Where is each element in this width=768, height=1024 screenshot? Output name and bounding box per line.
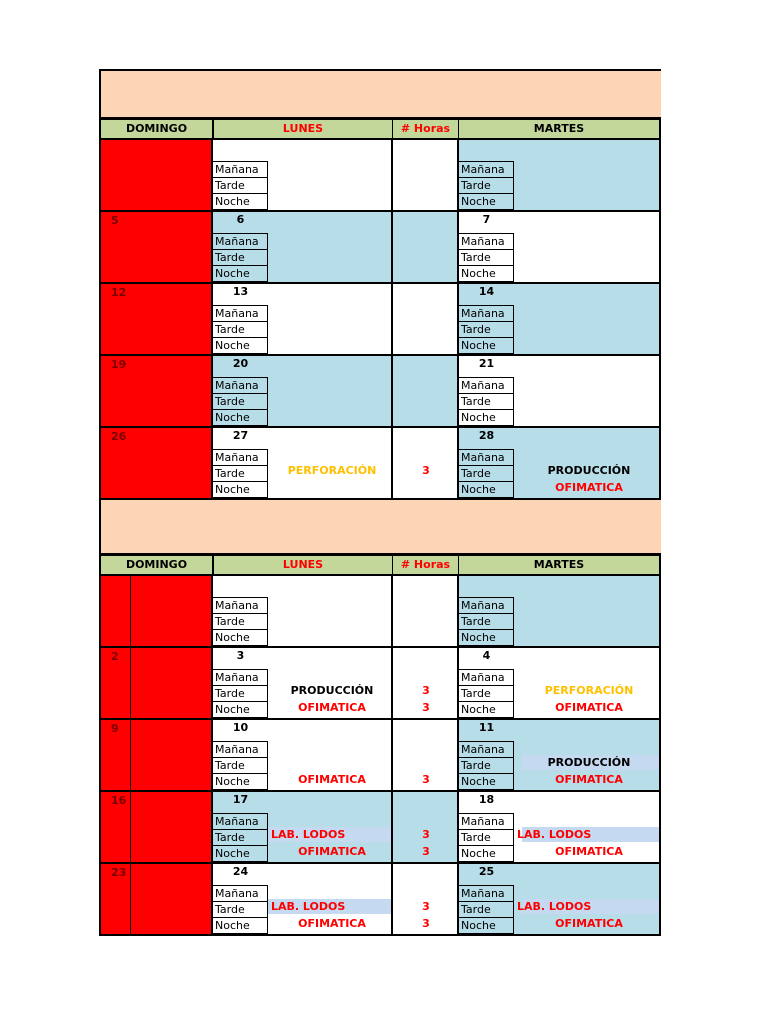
- hours-manana: 3: [422, 828, 430, 841]
- slot-label: Mañana: [459, 885, 514, 902]
- sunday-date: 19: [111, 358, 127, 371]
- monday-subject: OFIMATICA: [298, 917, 366, 930]
- sunday-cell: [99, 356, 213, 426]
- tuesday-date: 28: [478, 429, 495, 442]
- hours-manana: 3: [422, 684, 430, 697]
- tuesday-cell: [459, 648, 661, 718]
- tuesday-cell: [459, 720, 661, 790]
- slot-label: Mañana: [459, 161, 514, 178]
- header-domingo: DOMINGO: [99, 119, 213, 138]
- slot-label: Noche: [459, 193, 514, 210]
- tuesday-slots: [459, 598, 514, 646]
- tuesday-subject: OFIMATICA: [555, 481, 623, 494]
- monday-cell: [213, 356, 393, 426]
- monday-slots: [213, 814, 268, 862]
- slot-label: Noche: [213, 337, 268, 354]
- slot-label: Tarde: [213, 249, 268, 266]
- sunday-date: 23: [111, 866, 127, 879]
- slot-label: Tarde: [459, 829, 514, 846]
- hours-cell: [393, 648, 459, 718]
- monday-cell: [213, 864, 393, 934]
- hours-cell: [393, 212, 459, 282]
- slot-label: Mañana: [213, 885, 268, 902]
- month-banner-2: [99, 500, 661, 555]
- tuesday-subject: PRODUCCIÓN: [547, 756, 631, 769]
- slot-label: Mañana: [213, 377, 268, 394]
- hours-tarde: 3: [422, 701, 430, 714]
- monday-subject: OFIMATICA: [298, 773, 366, 786]
- slot-label: Mañana: [459, 449, 514, 466]
- sunday-date: 2: [111, 650, 119, 663]
- sunday-divider: [130, 792, 131, 862]
- tuesday-date: 7: [482, 213, 491, 226]
- sunday-cell: [99, 576, 213, 646]
- sunday-date: 9: [111, 722, 119, 735]
- slot-label: Tarde: [459, 321, 514, 338]
- week-row: [99, 720, 661, 792]
- monday-subject: OFIMATICA: [298, 701, 366, 714]
- sunday-date: 12: [111, 286, 127, 299]
- monday-subject: LAB. LODOS: [271, 900, 346, 913]
- sunday-divider: [130, 864, 131, 934]
- tuesday-slots: [459, 450, 514, 498]
- schedule-sheet: [99, 69, 661, 936]
- sunday-cell: [99, 212, 213, 282]
- hours-manana: 3: [422, 464, 430, 477]
- monday-subject: PERFORACIÓN: [287, 464, 377, 477]
- sunday-cell: [99, 720, 213, 790]
- week-row: [99, 792, 661, 864]
- slot-label: Tarde: [213, 901, 268, 918]
- hours-tarde: 3: [422, 845, 430, 858]
- sunday-cell: [99, 140, 213, 210]
- tuesday-date: 25: [478, 865, 495, 878]
- tuesday-slots: [459, 670, 514, 718]
- slot-label: Tarde: [213, 613, 268, 630]
- monday-cell: [213, 212, 393, 282]
- header-lunes: LUNES: [213, 119, 393, 138]
- slot-label: Noche: [213, 629, 268, 646]
- monday-date: 27: [232, 429, 249, 442]
- week-row: [99, 140, 661, 212]
- monday-slots: [213, 598, 268, 646]
- monday-cell: [213, 576, 393, 646]
- slot-label: Mañana: [213, 597, 268, 614]
- slot-label: Mañana: [459, 741, 514, 758]
- slot-label: Noche: [213, 845, 268, 862]
- week-row: [99, 356, 661, 428]
- header-lunes: LUNES: [213, 555, 393, 574]
- tuesday-date: 4: [482, 649, 491, 662]
- sunday-divider: [130, 648, 131, 718]
- month-banner-1: [99, 69, 661, 119]
- hours-tarde: 3: [422, 773, 430, 786]
- slot-label: Tarde: [459, 465, 514, 482]
- monday-subject: OFIMATICA: [298, 845, 366, 858]
- slot-label: Noche: [459, 337, 514, 354]
- slot-label: Mañana: [213, 741, 268, 758]
- monday-date: 3: [236, 649, 245, 662]
- week-row: [99, 648, 661, 720]
- tuesday-subject: LAB. LODOS: [517, 900, 592, 913]
- tuesday-cell: [459, 356, 661, 426]
- tuesday-slots: [459, 886, 514, 934]
- sunday-cell: [99, 792, 213, 862]
- monday-subject: PRODUCCIÓN: [290, 684, 374, 697]
- header-row-1: [99, 119, 661, 140]
- monday-slots: [213, 886, 268, 934]
- tuesday-cell: [459, 792, 661, 862]
- slot-label: Mañana: [213, 669, 268, 686]
- slot-label: Noche: [459, 773, 514, 790]
- slot-label: Mañana: [459, 669, 514, 686]
- sunday-date: 26: [111, 430, 127, 443]
- header-domingo: DOMINGO: [99, 555, 213, 574]
- hours-cell: [393, 576, 459, 646]
- tuesday-subject: PERFORACIÓN: [544, 684, 634, 697]
- hours-tarde: 3: [422, 917, 430, 930]
- slot-label: Mañana: [459, 377, 514, 394]
- week-row: [99, 212, 661, 284]
- monday-cell: [213, 428, 393, 498]
- slot-label: Mañana: [459, 597, 514, 614]
- week-row: [99, 864, 661, 936]
- slot-label: Tarde: [213, 321, 268, 338]
- tuesday-subject: OFIMATICA: [555, 845, 623, 858]
- monday-date: 13: [232, 285, 249, 298]
- sunday-date: 16: [111, 794, 127, 807]
- tuesday-slots: [459, 234, 514, 282]
- hours-manana: 3: [422, 900, 430, 913]
- tuesday-subject: PRODUCCIÓN: [547, 464, 631, 477]
- week-row: [99, 428, 661, 500]
- hours-cell: [393, 140, 459, 210]
- slot-label: Mañana: [459, 233, 514, 250]
- tuesday-subject: OFIMATICA: [555, 773, 623, 786]
- monday-cell: [213, 648, 393, 718]
- slot-label: Noche: [459, 701, 514, 718]
- slot-label: Tarde: [459, 177, 514, 194]
- monday-subject: LAB. LODOS: [271, 828, 346, 841]
- week-row: [99, 576, 661, 648]
- monday-date: 6: [236, 213, 245, 226]
- slot-label: Mañana: [459, 813, 514, 830]
- tuesday-subject: LAB. LODOS: [517, 828, 592, 841]
- slot-label: Noche: [459, 265, 514, 282]
- tuesday-cell: [459, 140, 661, 210]
- tuesday-date: 18: [478, 793, 495, 806]
- tuesday-cell: [459, 864, 661, 934]
- sunday-divider: [130, 720, 131, 790]
- slot-label: Tarde: [459, 249, 514, 266]
- monday-cell: [213, 792, 393, 862]
- sunday-divider: [130, 576, 131, 646]
- tuesday-slots: [459, 742, 514, 790]
- slot-label: Noche: [213, 481, 268, 498]
- slot-label: Tarde: [213, 685, 268, 702]
- tuesday-slots: [459, 378, 514, 426]
- slot-label: Noche: [213, 409, 268, 426]
- tuesday-cell: [459, 428, 661, 498]
- tuesday-date: 11: [478, 721, 495, 734]
- hours-cell: [393, 284, 459, 354]
- slot-label: Tarde: [459, 393, 514, 410]
- slot-label: Noche: [459, 629, 514, 646]
- tuesday-cell: [459, 212, 661, 282]
- slot-label: Noche: [213, 701, 268, 718]
- hours-cell: [393, 428, 459, 498]
- slot-label: Tarde: [213, 757, 268, 774]
- hours-cell: [393, 356, 459, 426]
- hours-cell: [393, 720, 459, 790]
- tuesday-subject: OFIMATICA: [555, 917, 623, 930]
- monday-cell: [213, 720, 393, 790]
- monday-slots: [213, 450, 268, 498]
- monday-date: 20: [232, 357, 249, 370]
- monday-date: 17: [232, 793, 249, 806]
- monday-cell: [213, 140, 393, 210]
- tuesday-date: 14: [478, 285, 495, 298]
- slot-label: Mañana: [213, 161, 268, 178]
- sunday-date: 5: [111, 214, 119, 227]
- slot-label: Noche: [213, 917, 268, 934]
- week-row: [99, 284, 661, 356]
- monday-slots: [213, 306, 268, 354]
- slot-label: Mañana: [459, 305, 514, 322]
- slot-label: Mañana: [213, 449, 268, 466]
- tuesday-slots: [459, 306, 514, 354]
- monday-slots: [213, 378, 268, 426]
- monday-slots: [213, 670, 268, 718]
- slot-label: Mañana: [213, 813, 268, 830]
- slot-label: Noche: [213, 265, 268, 282]
- slot-label: Noche: [459, 481, 514, 498]
- tuesday-cell: [459, 284, 661, 354]
- header-martes: MARTES: [459, 119, 661, 138]
- monday-slots: [213, 742, 268, 790]
- slot-label: Mañana: [213, 305, 268, 322]
- sunday-cell: [99, 428, 213, 498]
- slot-label: Tarde: [213, 465, 268, 482]
- slot-label: Noche: [213, 193, 268, 210]
- sunday-cell: [99, 284, 213, 354]
- hours-cell: [393, 864, 459, 934]
- header-horas: # Horas: [393, 119, 459, 138]
- tuesday-slots: [459, 162, 514, 210]
- slot-label: Tarde: [459, 757, 514, 774]
- header-martes: MARTES: [459, 555, 661, 574]
- slot-label: Noche: [213, 773, 268, 790]
- slot-label: Tarde: [213, 177, 268, 194]
- monday-slots: [213, 234, 268, 282]
- slot-label: Tarde: [459, 901, 514, 918]
- monday-date: 10: [232, 721, 249, 734]
- slot-label: Noche: [459, 409, 514, 426]
- weeks-block-2: [99, 576, 661, 936]
- slot-label: Tarde: [213, 829, 268, 846]
- monday-date: 24: [232, 865, 249, 878]
- slot-label: Noche: [459, 845, 514, 862]
- slot-label: Noche: [459, 917, 514, 934]
- tuesday-subject: OFIMATICA: [555, 701, 623, 714]
- monday-slots: [213, 162, 268, 210]
- slot-label: Mañana: [213, 233, 268, 250]
- slot-label: Tarde: [213, 393, 268, 410]
- slot-label: Tarde: [459, 685, 514, 702]
- tuesday-date: 21: [478, 357, 495, 370]
- weeks-block-1: [99, 140, 661, 500]
- monday-cell: [213, 284, 393, 354]
- sunday-cell: [99, 864, 213, 934]
- header-row-2: [99, 555, 661, 576]
- tuesday-cell: [459, 576, 661, 646]
- slot-label: Tarde: [459, 613, 514, 630]
- sunday-cell: [99, 648, 213, 718]
- header-horas: # Horas: [393, 555, 459, 574]
- hours-cell: [393, 792, 459, 862]
- tuesday-slots: [459, 814, 514, 862]
